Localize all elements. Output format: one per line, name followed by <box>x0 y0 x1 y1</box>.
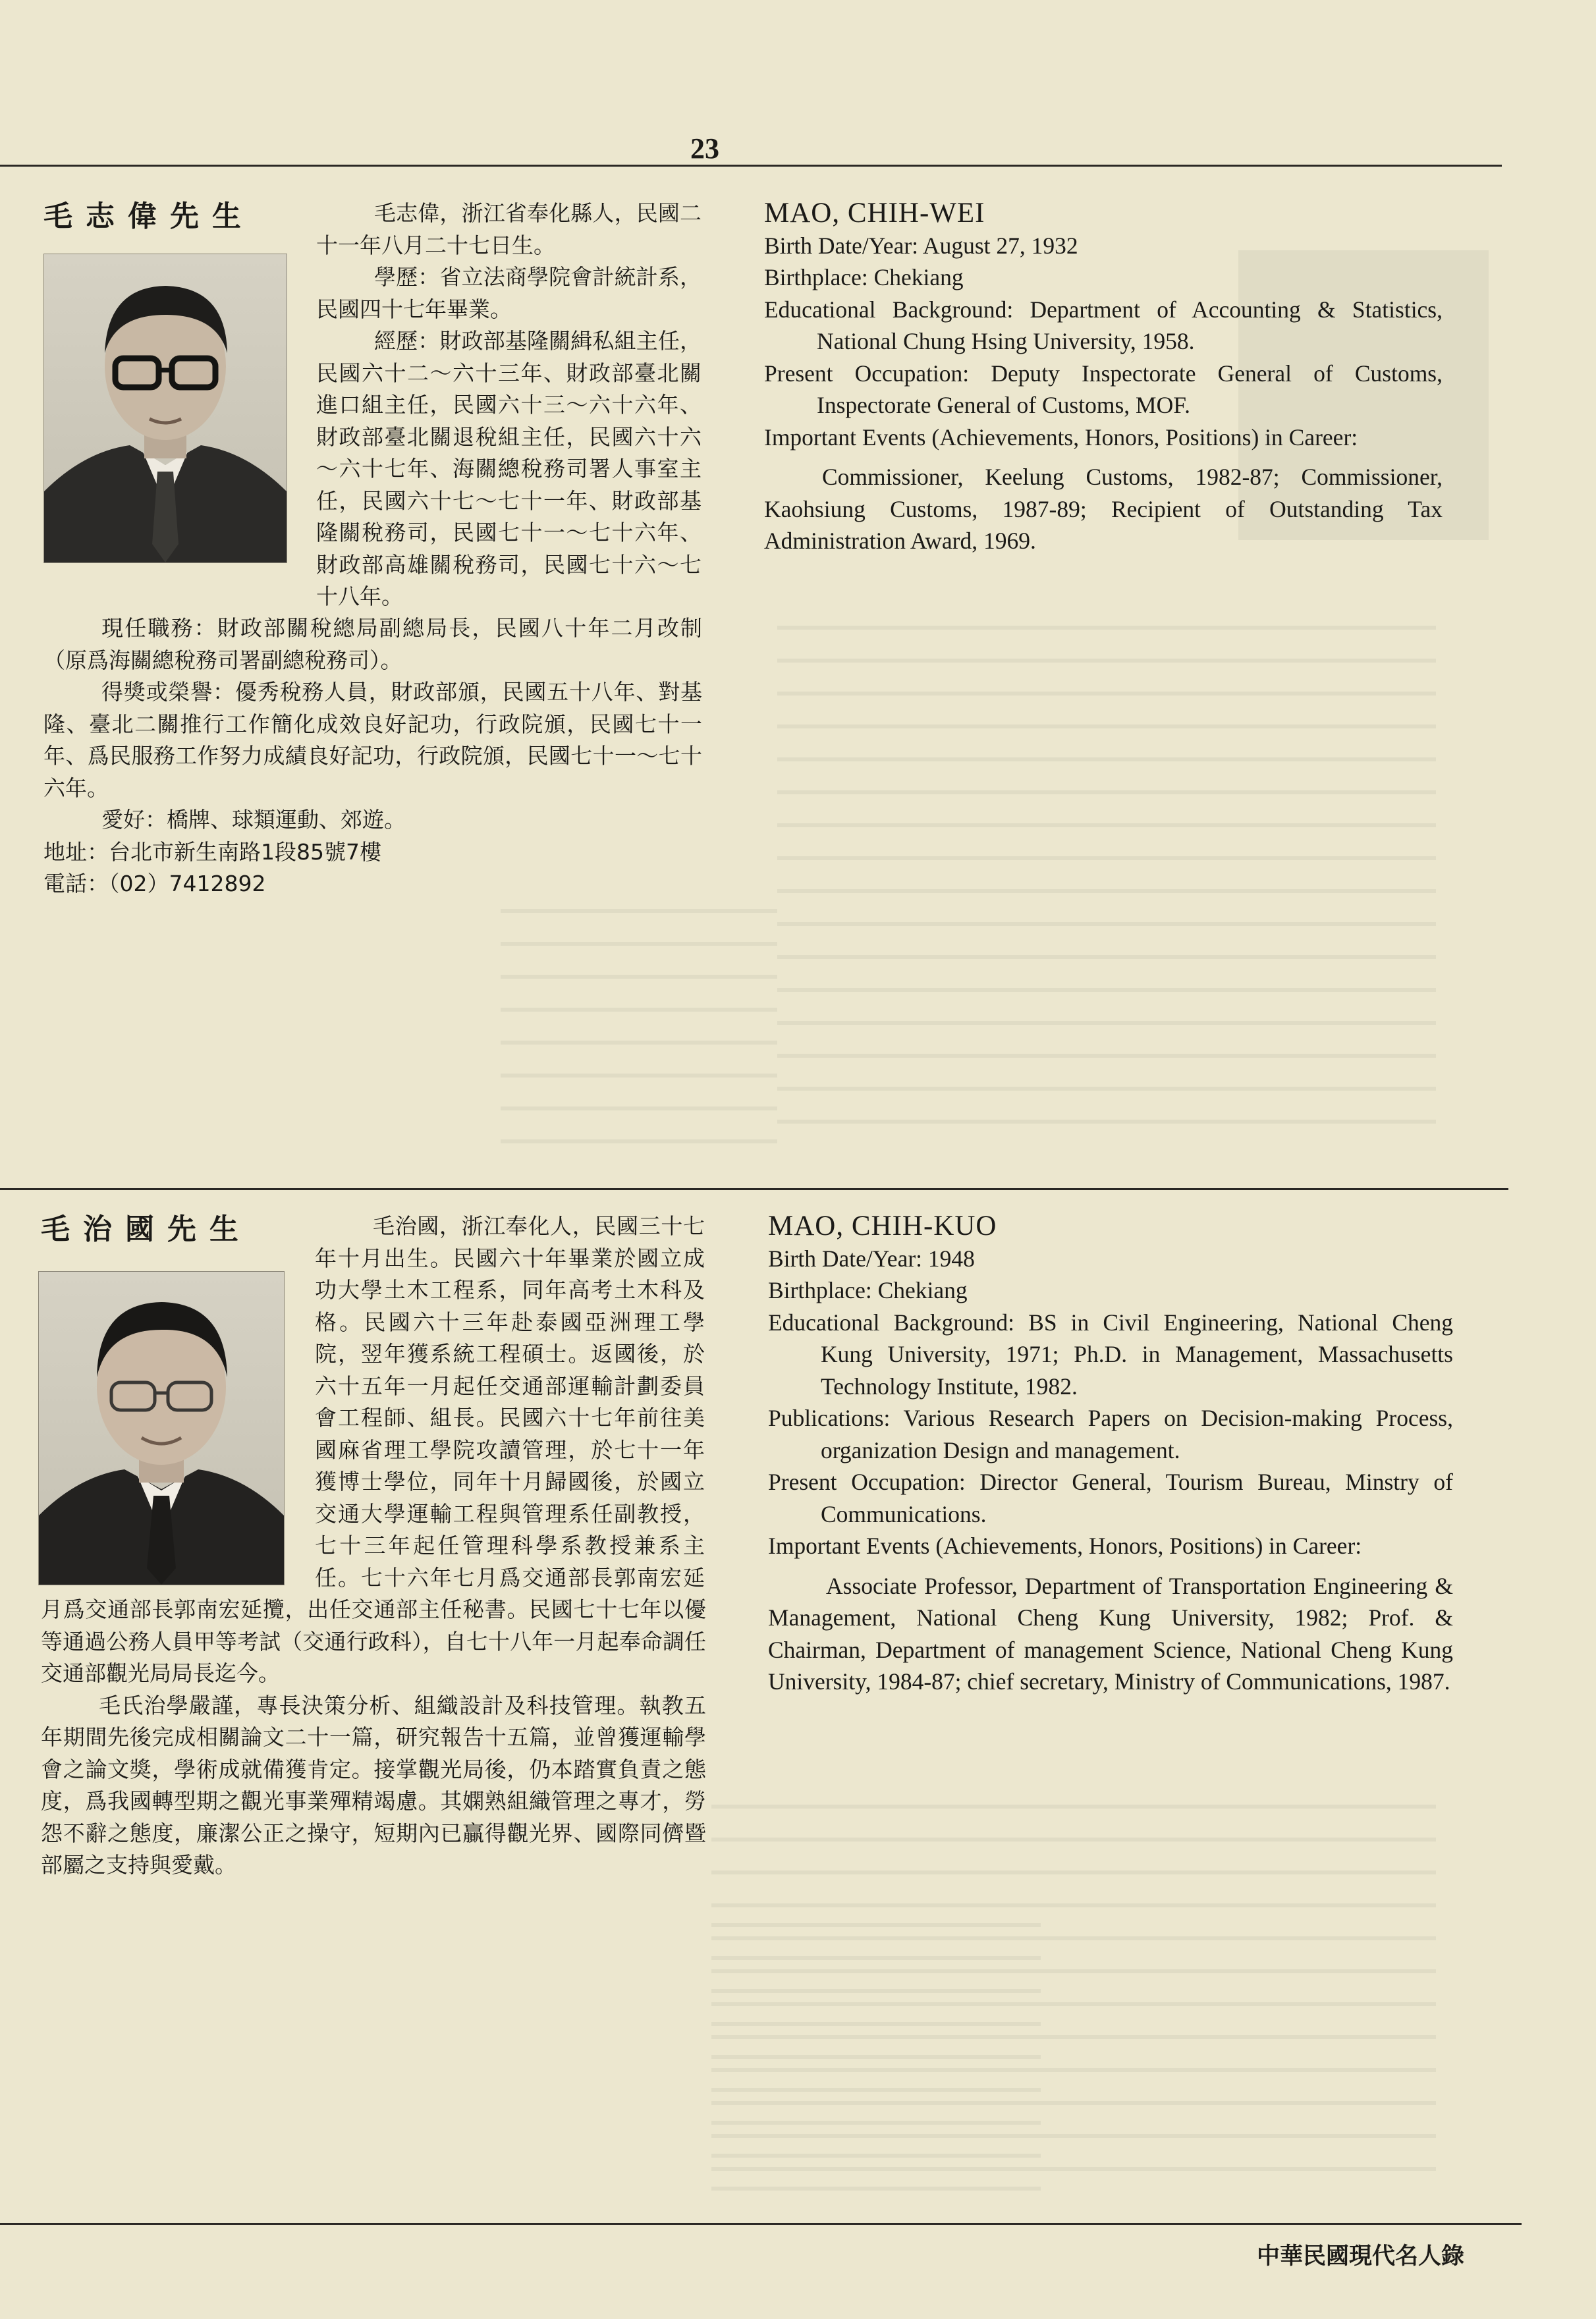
entry1-cn-address: 地址：台北市新生南路1段85號7樓 <box>43 838 381 865</box>
entry1-cn-honors: 得獎或榮譽：優秀稅務人員，財政部頒，民國五十八年、對基隆、臺北二關推行工作簡化成效良好記功，行政院頒，民國七十一年、爲民服務工作努力成績良好記功，行政院頒，民國七十一～七十六年。 <box>43 679 702 801</box>
field-value: Chekiang <box>873 264 964 290</box>
entry2-portrait-photo <box>38 1271 285 1585</box>
entry1-en-birthdate <box>764 230 1443 262</box>
bleed-through-bottom-left <box>711 1923 1041 2200</box>
entry1-en-career: Commissioner, Keelung Customs, 1982-87; Commissioner, Kaohsiung Customs, 1987-89; Recipient of Outstanding Tax Administration Award, 1969. <box>764 464 1443 554</box>
field-value: Deputy Inspectorate General of Customs, Inspectorate General of Customs, MOF. <box>817 360 1443 418</box>
entry2-en-occupation <box>768 1466 1453 1530</box>
field-value: BS in Civil Engineering, National Cheng Kung University, 1971; Ph.D. in Management, Massachusetts Technology Institute, 1982. <box>821 1309 1454 1400</box>
entry2-en-career: Associate Professor, Department of Transportation Engineering & Management, National Cheng Kung University, 1982; Prof. & Chairman, Department of management Science, National Cheng Kung University, 1984-87; chief secretary, Ministry of Communications, 1987. <box>768 1572 1453 1695</box>
field-value: August 27, 1932 <box>922 232 1078 259</box>
entry1-english-name: MAO, CHIH-WEI <box>764 198 985 229</box>
field-label: Birth Date/Year: <box>764 232 919 259</box>
entry2-en-education <box>768 1307 1453 1403</box>
entry1-en-education <box>764 294 1443 358</box>
portrait-illustration <box>39 1272 284 1585</box>
field-label: Educational Background: <box>768 1309 1015 1336</box>
entry2-cn-bio-part2: 毛氏治學嚴謹，專長決策分析、組織設計及科技管理。執教五年期間先後完成相關論文二十一篇，研究報告十五篇，並曾獲運輸學會之論文獎，學術成就備獲肯定。接掌觀光局後，仍本踏實負責之態度，爲我國轉型期之觀光事業殫精竭慮。其嫻熟組織管理之專才，勞怨不辭之態度，廉潔公正之操守，短期內已贏得觀光界、國際同儕暨部屬之支持與愛戴。 <box>41 1692 706 1878</box>
section-divider <box>0 1188 1508 1190</box>
entry1-cn-experience: 經歷：財政部基隆關緝私組主任，民國六十二～六十三年、財政部臺北關進口組主任，民國六十三～六十六年、財政部臺北關退稅組主任，民國六十六～六十七年、海關總稅務司署人事室主任，民國六十七～七十一年、財政部基隆關稅務司，民國七十一～七十六年、財政部高雄關稅務司，民國七十六～七十八年。 <box>316 328 702 609</box>
field-value: Director General, Tourism Bureau, Minstry of Communications. <box>821 1469 1453 1527</box>
entry1-en-events-heading: Important Events (Achievements, Honors, Positions) in Career: <box>764 423 1358 450</box>
entry1-chinese-biography-top <box>316 198 702 325</box>
entry2-english-name: MAO, CHIH-KUO <box>768 1211 997 1241</box>
field-value: Various Research Papers on Decision-making Process, organization Design and management. <box>821 1405 1454 1463</box>
entry1-en-occupation <box>764 358 1443 422</box>
entry1-english-biography <box>764 198 1443 557</box>
field-label: Birthplace: <box>764 264 868 290</box>
entry1-cn-current-post: 現任職務：財政部關稅總局副總局長，民國八十年二月改制（原爲海關總稅務司署副總稅務司）。 <box>43 615 702 673</box>
entry2-chinese-name: 毛治國先生 <box>41 1213 252 1246</box>
field-value: 1948 <box>927 1245 975 1272</box>
entry1-cn-phone: 電話：（02）7412892 <box>43 871 266 896</box>
entry1-chinese-name: 毛志偉先生 <box>43 200 254 233</box>
entry2-en-birthdate <box>768 1243 1453 1275</box>
entry1-cn-intro: 毛志偉，浙江省奉化縣人，民國二十一年八月二十七日生。 <box>316 200 702 258</box>
header-rule <box>0 165 1502 167</box>
entry2-cn-bio-continued: 月爲交通部長郭南宏延攬，出任交通部主任秘書。民國七十七年以優等通過公務人員甲等考試（交通行政科），自七十八年一月起奉命調任交通部觀光局局長迄今。 <box>41 1596 706 1686</box>
field-label: Birth Date/Year: <box>768 1245 923 1272</box>
bleed-through-left <box>501 909 777 1146</box>
footer-rule <box>0 2223 1522 2225</box>
entry2-en-birthplace <box>768 1274 1453 1307</box>
field-label: Birthplace: <box>768 1277 872 1303</box>
entry1-en-birthplace <box>764 261 1443 294</box>
field-label: Present Occupation: <box>768 1469 966 1495</box>
entry2-chinese-biography-wrap <box>315 1211 705 1594</box>
entry1-chinese-biography-bottom <box>43 613 702 900</box>
field-value: Department of Accounting & Statistics, National Chung Hsing University, 1958. <box>817 296 1443 354</box>
page-number: 23 <box>690 132 719 165</box>
entry1-portrait-photo <box>43 254 287 563</box>
entry2-en-publications <box>768 1402 1453 1466</box>
entry2-en-events-heading: Important Events (Achievements, Honors, Positions) in Career: <box>768 1533 1362 1559</box>
field-value: Chekiang <box>877 1277 968 1303</box>
entry2-chinese-biography-bottom <box>41 1594 706 1882</box>
entry2-english-biography <box>768 1211 1453 1698</box>
entry1-cn-education: 學歷：省立法商學院會計統計系，民國四十七年畢業。 <box>316 264 702 322</box>
field-label: Present Occupation: <box>764 360 970 387</box>
field-label: Publications: <box>768 1405 891 1431</box>
portrait-illustration <box>44 254 287 562</box>
field-label: Educational Background: <box>764 296 1014 323</box>
entry2-cn-bio-part1: 毛治國，浙江奉化人，民國三十七年十月出生。民國六十年畢業於國立成功大學土木工程系，同年高考土木科及格。民國六十三年赴泰國亞洲理工學院，翌年獲系統工程碩士。返國後，於六十五年一月起任交通部運輸計劃委員會工程師、組長。民國六十七年前往美國麻省理工學院攻讀管理，於七十一年獲博士學位，同年十月歸國後，於國立交通大學運輸工程與管理系任副教授，七十三年起任管理科學系教授兼系主任。七十六年七月爲交通部長郭南宏延 <box>315 1213 705 1591</box>
entry1-cn-hobbies: 愛好：橋牌、球類運動、郊遊。 <box>101 807 406 832</box>
book-title-footer: 中華民國現代名人錄 <box>1256 2243 1464 2270</box>
entry1-chinese-biography-career <box>316 325 702 613</box>
bleed-through-top <box>777 626 1436 1139</box>
